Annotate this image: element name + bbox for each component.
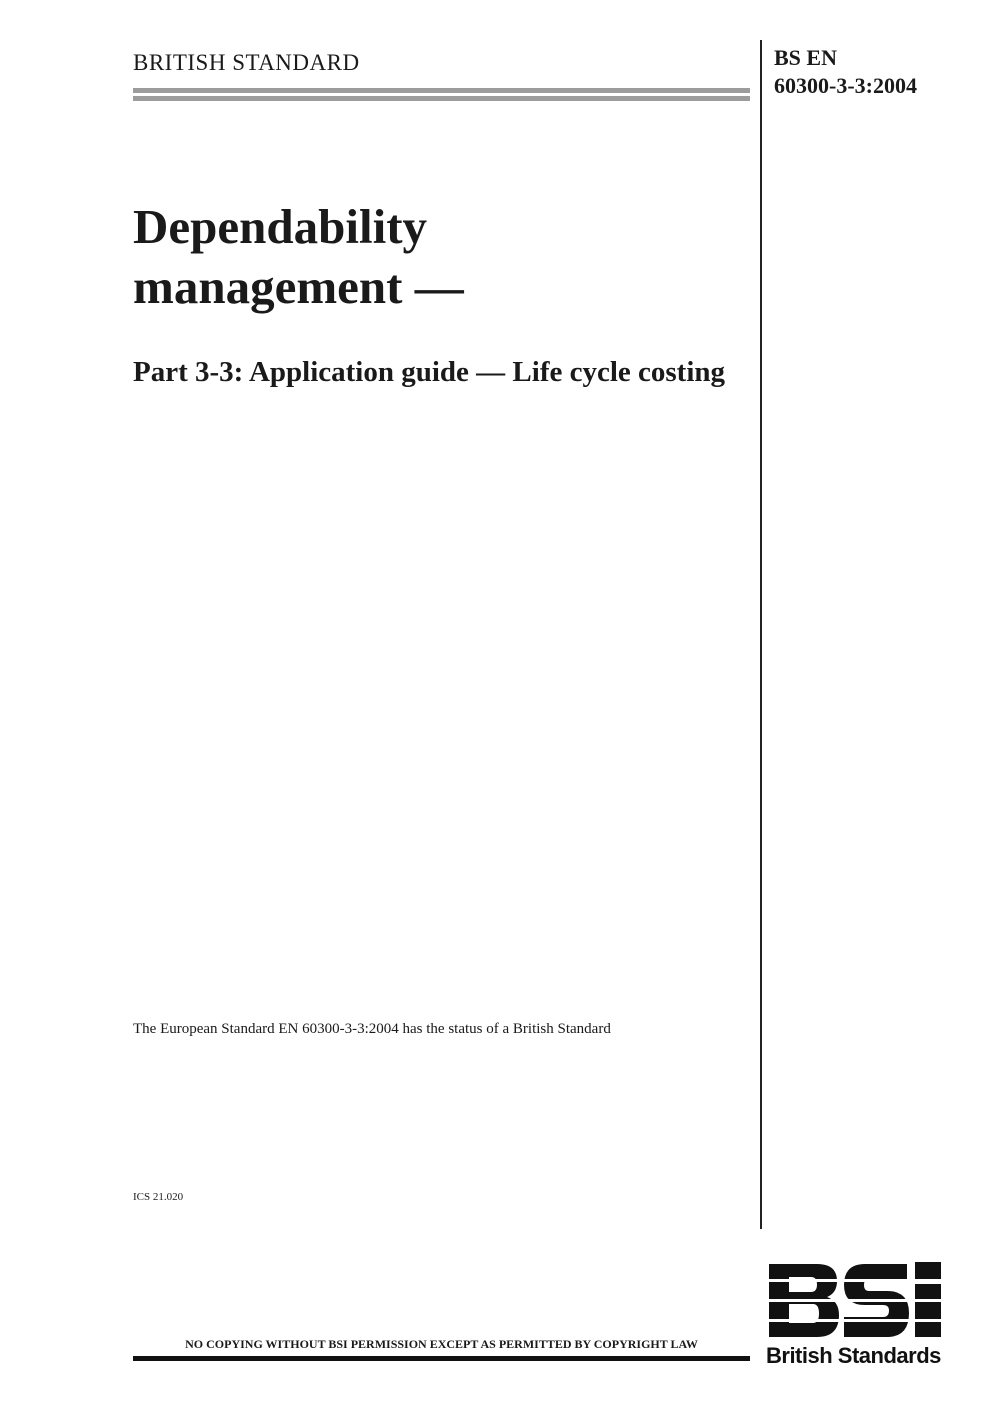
standard-type-label: BRITISH STANDARD <box>133 50 360 75</box>
document-subtitle: Part 3-3: Application guide — Life cycle costing <box>133 356 726 388</box>
standard-number-line2: 60300-3-3:2004 <box>774 73 917 98</box>
footer-rule <box>133 1356 750 1361</box>
standard-number <box>774 44 917 100</box>
logo-caption: British Standards <box>766 1343 941 1368</box>
vertical-divider <box>760 40 762 1229</box>
header-rule-bottom <box>133 96 750 101</box>
header-rule-top <box>133 88 750 93</box>
document-title <box>133 197 464 317</box>
ics-code: ICS 21.020 <box>133 1191 184 1203</box>
title-line1: Dependability <box>133 199 428 254</box>
title-line2: management — <box>133 259 464 314</box>
status-note: The European Standard EN 60300-3-3:2004 has the status of a British Standard <box>133 1021 611 1037</box>
copyright-notice: NO COPYING WITHOUT BSI PERMISSION EXCEPT AS PERMITTED BY COPYRIGHT LAW <box>185 1337 698 1351</box>
standard-number-line1: BS EN <box>774 45 837 70</box>
